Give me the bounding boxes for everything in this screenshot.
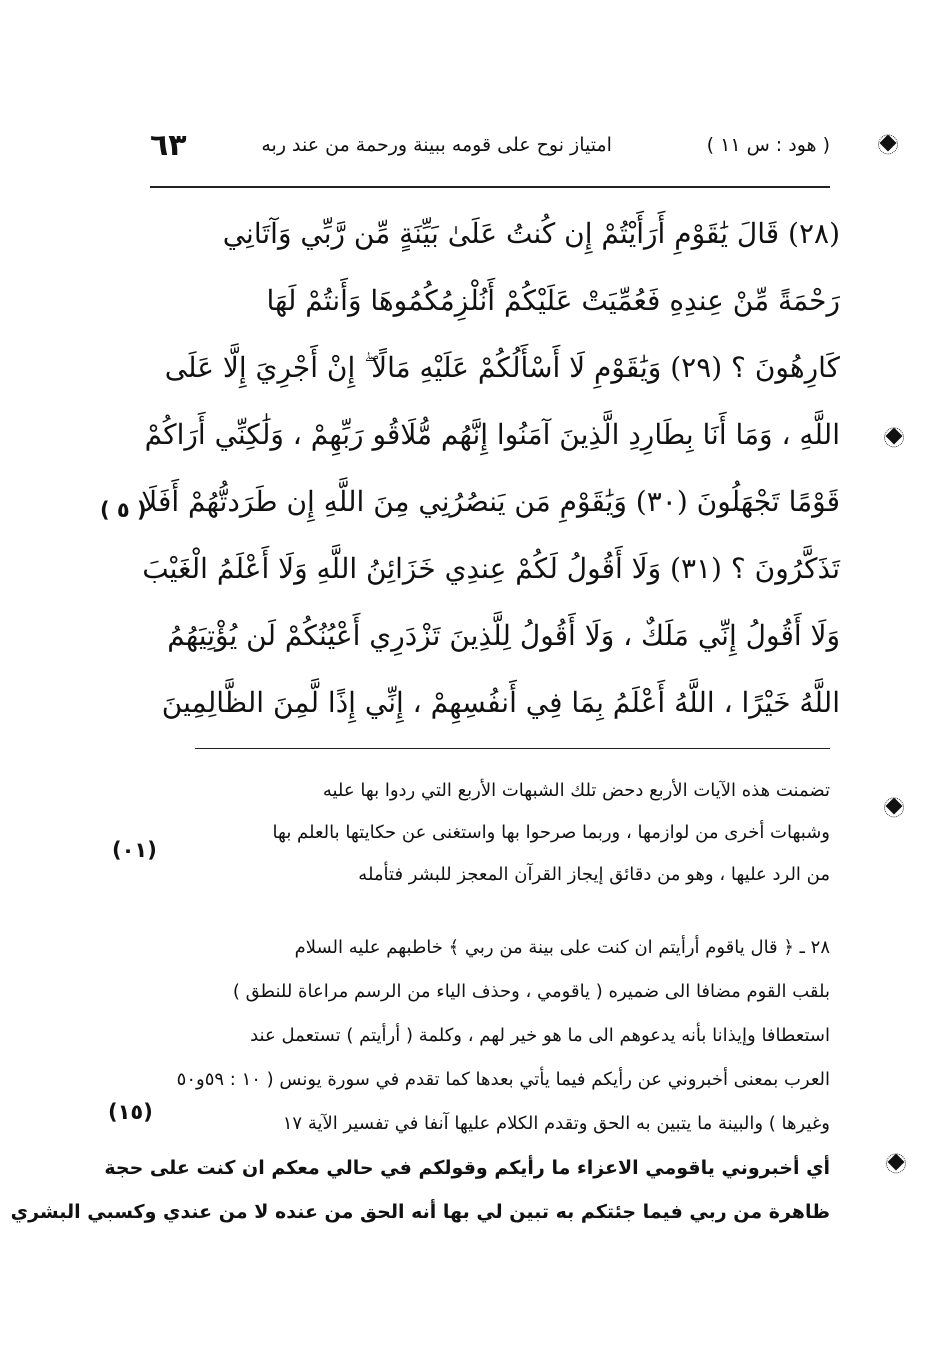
commentary-line: العرب بمعنى أخبروني عن رأيكم فيما يأتي بعدها كما تقدم في سورة يونس ( ١٠ : ٥٩و٥٠ <box>176 1069 830 1090</box>
commentary-line: بلقب القوم مضافا الى ضميره ( ياقومي ، وحذف الياء من الرسم مراعاة للنطق ) <box>232 981 830 1002</box>
verse-line: قَوْمًا تَجْهَلُونَ (٣٠) وَيَٰقَوْمِ مَن يَنصُرُنِي مِنَ اللَّهِ إِن طَرَدتُّهُمْ أَفَلَا <box>141 485 840 518</box>
commentary-verse-28 <box>10 926 830 1234</box>
margin-ornament-icon <box>886 428 903 445</box>
margin-marker: (١٥) <box>108 1100 153 1124</box>
verse-line: اللَّهُ خَيْرًا ، اللَّهُ أَعْلَمُ بِمَا فِي أَنفُسِهِمْ ، إِنِّي إِذًا لَّمِنَ الظَّالِمِينَ <box>161 686 840 719</box>
page-header <box>150 120 830 170</box>
margin-marker: ( ٥ ) <box>100 498 147 522</box>
page-number: ٦٣ <box>150 127 187 163</box>
commentary <box>10 770 830 1234</box>
page-title: امتياز نوح على قومه ببينة ورحمة من عند ربه <box>261 134 612 156</box>
commentary-line: ظاهرة من ربي فيما جئتكم به تبين لي بها أنه الحق من عنده لا من عندي وكسبي البشري <box>10 1201 830 1223</box>
commentary-line: أي أخبروني ياقومي الاعزاء ما رأيكم وقولكم في حالي معكم ان كنت على حجة <box>104 1157 830 1179</box>
commentary-intro <box>120 770 830 896</box>
commentary-line: استعطافا وإيذانا بأنه يدعوهم الى ما هو خير لهم ، وكلمة ( أرأيتم ) تستعمل عند <box>250 1025 830 1046</box>
section-rule <box>195 748 830 749</box>
commentary-line: تضمنت هذه الآيات الأربع دحض تلك الشبهات الأربع التي ردوا بها عليه <box>322 780 830 801</box>
surah-reference: ( هود : س ١١ ) <box>706 134 830 156</box>
header-rule <box>150 186 830 188</box>
margin-marker: (٠١) <box>112 838 157 862</box>
quran-verses <box>130 200 840 736</box>
commentary-line: ٢٨ ـ ﴿ قال ياقوم أرأيتم ان كنت على بينة من ربي ﴾ خاطبهم عليه السلام <box>294 937 830 958</box>
commentary-line: وغيرها ) والبينة ما يتبين به الحق وتقدم الكلام عليها آنفا في تفسير الآية ١٧ <box>282 1113 830 1134</box>
margin-ornament-icon <box>886 798 903 815</box>
verse-line: اللَّهِ ، وَمَا أَنَا بِطَارِدِ الَّذِينَ آمَنُوا إِنَّهُم مُّلَاقُو رَبِّهِمْ ، وَلَٰكِنِّي أَرَاكُمْ <box>144 418 840 451</box>
verse-line: وَلَا أَقُولُ إِنِّي مَلَكٌ ، وَلَا أَقُولُ لِلَّذِينَ تَزْدَرِي أَعْيُنُكُمْ لَن يُؤْتِيَهُمُ <box>167 619 840 652</box>
verse-line: رَحْمَةً مِّنْ عِندِهِ فَعُمِّيَتْ عَلَيْكُمْ أَنُلْزِمُكُمُوهَا وَأَنتُمْ لَهَا <box>266 284 840 317</box>
commentary-line: من الرد عليها ، وهو من دقائق إيجاز القرآن المعجز للبشر فتأمله <box>358 864 830 885</box>
verse-line: تَذَكَّرُونَ ؟ (٣١) وَلَا أَقُولُ لَكُمْ عِندِي خَزَائِنُ اللَّهِ وَلَا أَعْلَمُ الْغَيْبَ <box>142 552 840 585</box>
verse-line: (٢٨) قَالَ يَٰقَوْمِ أَرَأَيْتُمْ إِن كُنتُ عَلَىٰ بَيِّنَةٍ مِّن رَّبِّي وَآتَانِي <box>222 217 840 250</box>
margin-ornament-icon <box>888 1154 905 1171</box>
verse-line: كَارِهُونَ ؟ (٢٩) وَيَٰقَوْمِ لَا أَسْأَلُكُمْ عَلَيْهِ مَالًا ۖ إِنْ أَجْرِيَ إِلَّا عَلَى <box>164 351 840 384</box>
commentary-line: وشبهات أخرى من لوازمها ، وربما صرحوا بها واستغنى عن حكايتها بالعلم بها <box>272 822 830 843</box>
margin-ornament-icon <box>880 135 897 152</box>
